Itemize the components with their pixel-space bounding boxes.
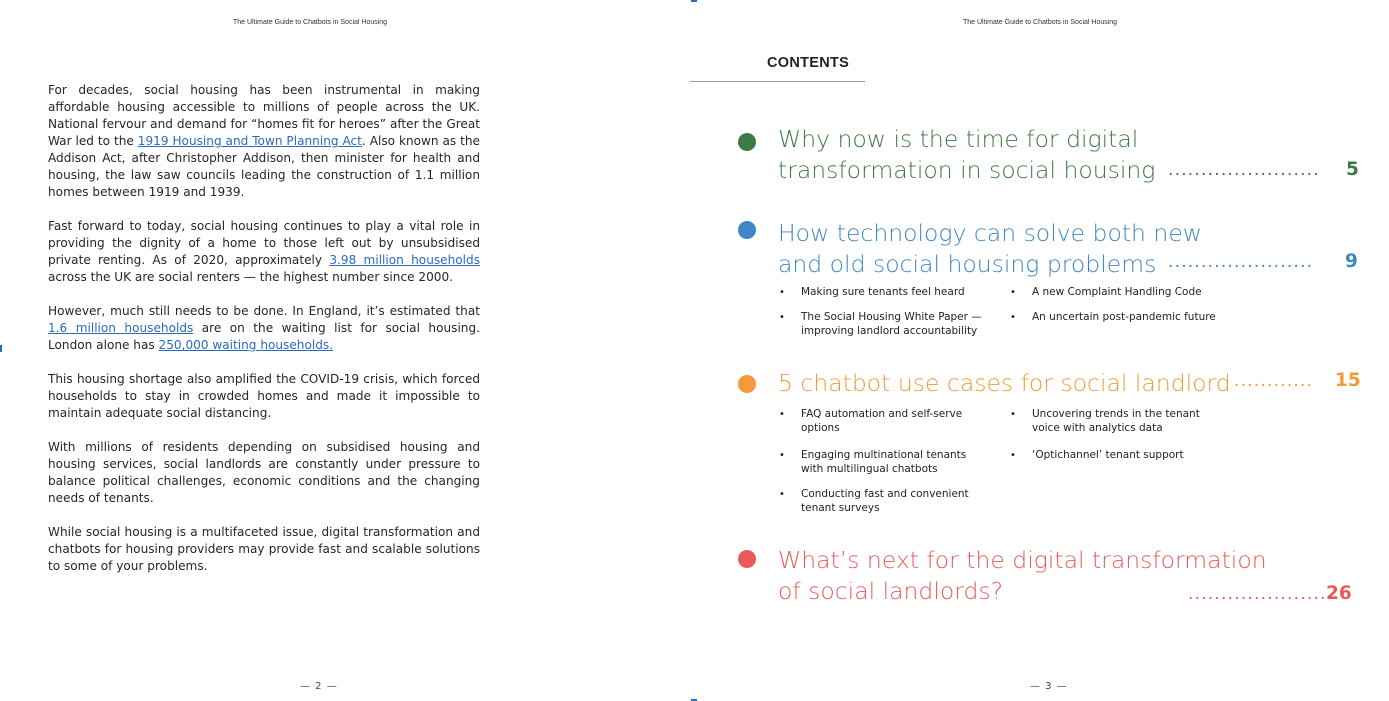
bullet-dot-icon [738,221,756,239]
paragraph-6: While social housing is a multifaceted issue, digital transformation and chatbots for housing providers may provide fast and scalable solutions to some of your problems. [48,525,480,573]
toc-subitem[interactable]: • ‘Optichannel’ tenant support [1010,449,1184,461]
paragraph-5: With millions of residents depending on subsidised housing and housing services, social landlords are constantly under pressure to balance political challenges, economic conditions and the changing needs of tenants. [48,440,480,505]
paragraph-3: However, much still needs to be done. In England, it’s estimated that 1.6 million households are on the waiting list for social housing. London alone has 250,000 waiting households. [48,304,480,352]
running-head: The Ultimate Guide to Chatbots in Social Housing [233,19,388,26]
toc-page-number[interactable]: 5 [1346,159,1359,180]
toc-subitem[interactable]: • Uncovering trends in the tenant voice with analytics data [1010,408,1200,434]
toc-subitem[interactable]: • FAQ automation and self-serve options [779,408,963,434]
toc-subitem[interactable]: • A new Complaint Handling Code [1010,286,1202,298]
link-households-stat[interactable]: 3.98 million households [329,253,480,267]
toc-title[interactable]: Why now is the time for digital transformation in social housing [778,125,1156,184]
right-page [695,0,1389,701]
toc-leader: ....................... [1168,160,1320,180]
contents-heading: CONTENTS [767,55,850,71]
toc-leader: ............ [1234,371,1314,391]
toc-page-number[interactable]: 9 [1345,251,1358,272]
toc-title[interactable]: 5 chatbot use cases for social landlord [778,369,1231,397]
toc-page-number[interactable]: 15 [1335,370,1361,391]
toc-subitem[interactable]: • The Social Housing White Paper — improving landlord accountability [779,311,982,337]
toc-subitem[interactable]: • An uncertain post-pandemic future [1010,311,1216,323]
paragraph-2: Fast forward to today, social housing continues to play a vital role in providing the dignity of a home to those left out by unsubsidised private renting. As of 2020, approximately 3.98 million households across the UK are social renters — the highest number since 2000. [48,219,480,284]
link-waiting-list[interactable]: 1.6 million households [48,321,194,335]
paragraph-1: For decades, social housing has been instrumental in making affordable housing accessible to millions of people across the UK. National fervour and demand for “homes fit for heroes” after the Great War led to the 1919 Housing and Town Planning Act. Also known as the Addison Act, after Christopher Addison, then minister for health and housing, the law saw councils leading the construction of 1.1 million homes between 1919 and 1939. [48,83,480,199]
bullet-dot-icon [738,550,756,568]
body-text [48,82,480,592]
toc-page-number[interactable]: 26 [1326,583,1352,604]
contents-rule [690,81,865,82]
link-london-waiting[interactable]: 250,000 waiting households. [158,338,334,352]
page-number: — 3 — [1030,681,1068,692]
toc-subitem[interactable]: • Conducting fast and convenient tenant surveys [779,488,969,514]
crop-mark [0,345,2,352]
crop-mark [691,0,697,2]
link-housing-act[interactable]: 1919 Housing and Town Planning Act [137,134,362,148]
toc-leader: ...................... [1188,584,1334,604]
bullet-dot-icon [738,133,756,151]
bullet-dot-icon [738,375,756,393]
toc-subitem[interactable]: • Engaging multinational tenants with multilingual chatbots [779,449,967,475]
toc-subitem[interactable]: • Making sure tenants feel heard [779,286,965,298]
running-head: The Ultimate Guide to Chatbots in Social Housing [963,19,1118,26]
paragraph-4: This housing shortage also amplified the COVID-19 crisis, which forced households to stay in crowded homes and made it impossible to maintain adequate social distancing. [48,372,480,420]
toc-leader: ...................... [1168,252,1314,272]
toc-title[interactable]: What’s next for the digital transformation of social landlords? [778,546,1267,605]
toc-title[interactable]: How technology can solve both new and old social housing problems [778,219,1202,278]
page-number: — 2 — [300,681,338,692]
